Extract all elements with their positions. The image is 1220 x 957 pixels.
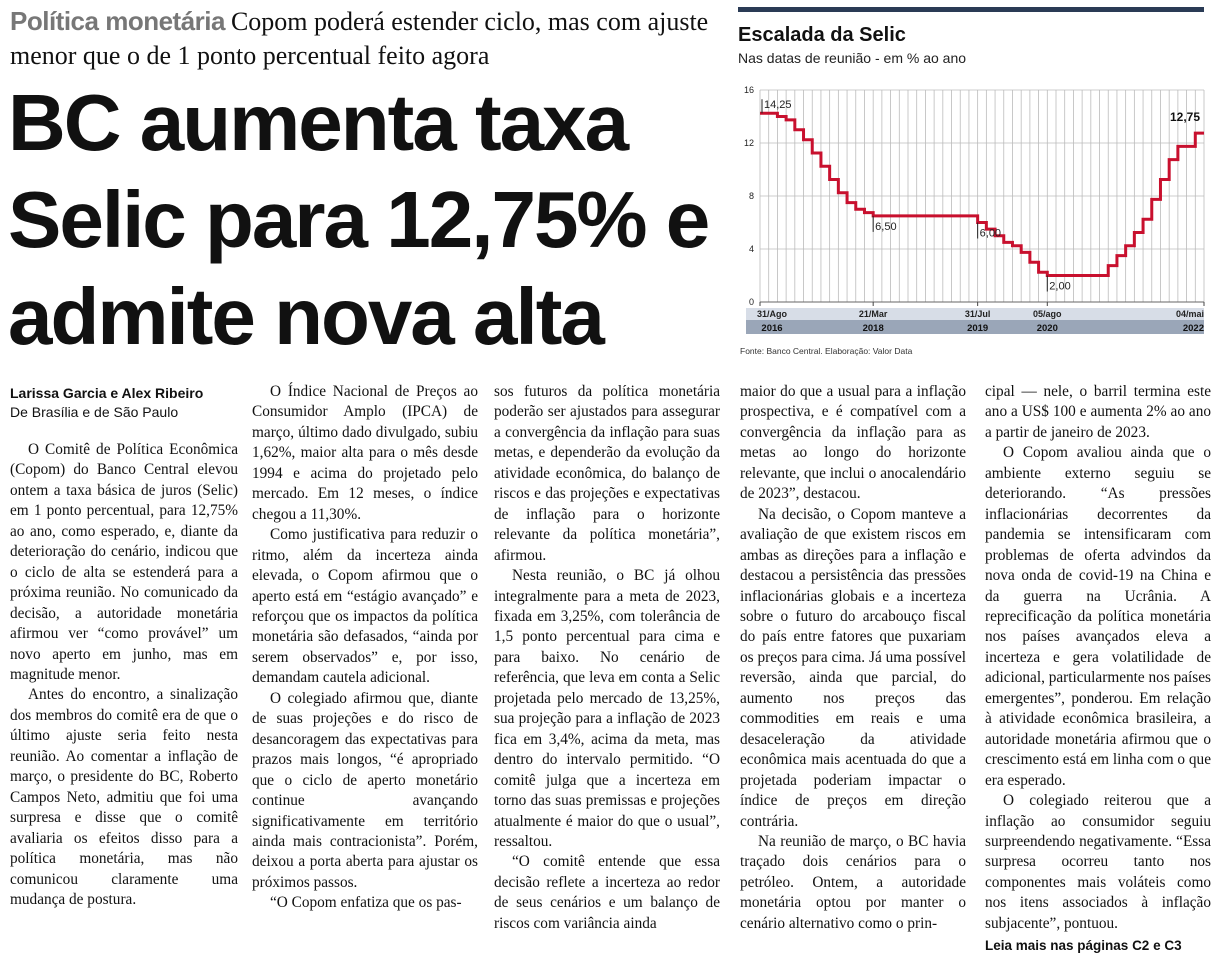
article-column-1	[10, 440, 238, 910]
y-tick-label: 8	[748, 191, 754, 201]
data-label: 2,00	[1049, 280, 1071, 293]
byline-authors: Larissa Garcia e Alex Ribeiro	[10, 385, 204, 401]
chart-title: Escalada da Selic	[738, 24, 906, 46]
x-year-label: 2022	[1182, 323, 1204, 334]
article-column-2	[252, 382, 478, 914]
section-kicker: Política monetária	[10, 6, 225, 36]
x-year-label: 2019	[967, 323, 989, 334]
kicker-line	[10, 4, 720, 73]
article-column-4	[740, 382, 966, 934]
chart-top-rule	[738, 7, 1204, 12]
paragraph: O Comitê de Política Econômica (Copom) do Banco Central elevou ontem a taxa básica de juros (Selic) em 1 ponto percentual, para 12,75% ao ano, como esperado, e, diante da deterioração do cenário, indicou que o ciclo de alta se estenderá para a próxima reunião. No comunicado da decisão, a autoridade monetária afirmou ver “como provável” um novo aperto em junho, mas em magnitude menor.	[10, 441, 238, 683]
x-date-label: 21/Mar	[858, 309, 888, 319]
paragraph: maior do que a usual para a inflação prospectiva, e é compatível com a convergência da inflação para as metas ao longo do horizonte relevante, que inclui o anocalendário de 2023”, destacou.	[740, 383, 966, 503]
data-label: 6,00	[979, 227, 1002, 240]
paragraph: “O comitê entende que essa decisão reflete a incerteza ao redor de seus cenários e um balanço de riscos com variância ainda	[494, 853, 720, 932]
x-date-label: 05/ago	[1033, 309, 1062, 319]
paragraph: cipal — nele, o barril termina este ano a US$ 100 e aumenta 2% ao ano a partir de janeiro de 2023.	[985, 383, 1211, 441]
x-date-label: 04/mai	[1175, 309, 1204, 319]
byline-location: De Brasília e de São Paulo	[10, 404, 179, 420]
paragraph: “O Copom enfatiza que os pas-	[270, 894, 462, 912]
x-year-label: 2018	[862, 323, 884, 334]
y-tick-label: 16	[743, 85, 754, 95]
paragraph: O colegiado afirmou que, diante de suas projeções e do risco de desancoragem das expectativas para prazos mais longos, “é apropriado que o ciclo de aperto monetário continue avançando significativamente em território ainda mais contracionista”. Porém, deixou a porta aberta para ajustar os próximos passos.	[252, 689, 478, 891]
paragraph: sos futuros da política monetária poderão ser ajustados para assegurar a convergência da inflação para suas metas, e dependerão da evolução da atividade econômica, do balanço de riscos e das projeções e expectativas de inflação para o horizonte relevante da política monetária”, afirmou.	[494, 383, 720, 564]
paragraph: O Copom avaliou ainda que o ambiente externo seguiu se deteriorando. “As pressões inflacionárias decorrentes da pandemia se intensificaram com problemas de oferta advindos da nova onda de covid-19 na China e da guerra na Ucrânia. A reprecificação da política monetária nos países avançados eleva a incerteza e gera volatilidade de adicional, particularmente nos países emergentes”, ponderou. Em relação à atividade econômica brasileira, a autoridade monetária afirmou que o crescimento está em linha com o que era esperado.	[985, 444, 1211, 789]
x-year-label: 2016	[761, 323, 783, 334]
chart-source: Fonte: Banco Central. Elaboração: Valor Data	[740, 346, 913, 356]
data-label: 6,50	[875, 220, 897, 233]
selic-chart	[738, 80, 1208, 344]
data-label: 14,25	[764, 99, 792, 112]
subtitle: Copom poderá estender ciclo, mas com ajuste menor que o de 1 ponto percentual feito agora	[10, 7, 709, 70]
x-date-label: 31/Ago	[756, 309, 788, 319]
read-more-link[interactable]: Leia mais nas páginas C2 e C3	[985, 938, 1182, 954]
data-label: 12,75	[1169, 110, 1200, 125]
y-tick-label: 0	[748, 297, 754, 307]
paragraph: Antes do encontro, a sinalização dos membros do comitê era de que o último ajuste seria feito nesta reunião. Ao comentar a inflação de março, o presidente do BC, Roberto Campos Neto, admitiu que foi uma surpresa e disse que o comitê avaliaria os efeitos disso para a política monetária, mas não comunicou claramente uma mudança de postura.	[10, 686, 238, 908]
y-tick-label: 4	[748, 244, 754, 254]
x-year-label: 2020	[1036, 323, 1058, 334]
y-tick-label: 12	[743, 138, 754, 148]
x-date-label: 31/Jul	[964, 309, 991, 319]
selic-series-line	[760, 113, 1204, 275]
paragraph: Na reunião de março, o BC havia traçado dois cenários para o petróleo. Ontem, a autoridade monetária optou por manter o cenário alternativo como o prin-	[740, 832, 966, 932]
paragraph: O colegiado reiterou que a inflação ao consumidor seguiu surpreendendo negativamente. “Essa surpresa ocorreu tanto nos componentes mais voláteis como nos itens associados à inflação subjacente”, pontuou.	[985, 792, 1211, 932]
paragraph: Na decisão, o Copom manteve a avaliação de que existem riscos em ambas as direções para a inflação e destacou a persistência das pressões inflacionárias globais e a incerteza sobre o futuro do arcabouço fiscal do país entre fatores que puxariam os preços para cima. Já uma possível reversão, ainda que parcial, do aumento nos preços das commodities em reais e uma desaceleração da atividade econômica mais acentuada do que a projetada poderiam impactar o índice de preços em direção contrária.	[740, 505, 966, 830]
paragraph: O Índice Nacional de Preços ao Consumidor Amplo (IPCA) de março, último dado divulgado, subiu 1,62%, maior alta para o mês desde 1994 e acima do projetado pelo mercado. Em 12 meses, o índice chegou a 11,30%.	[252, 383, 478, 523]
article-column-3	[494, 382, 720, 934]
chart-subtitle: Nas datas de reunião - em % ao ano	[738, 50, 967, 66]
paragraph: Nesta reunião, o BC já olhou integralmente para a meta de 2023, fixada em 3,25%, com tolerância de 1,5 ponto percentual para cima e para baixo. No cenário de referência, que leva em conta a Selic projetada pelo mercado de 13,25%, sua projeção para a inflação de 2023 fica em 3,4%, acima da meta, mas dentro do intervalo permitido. “O comitê julga que a incerteza em torno das suas premissas e projeções atualmente é maior do que o usual”, ressaltou.	[494, 567, 720, 850]
headline: BC aumenta taxa Selic para 12,75% e admite nova alta	[8, 78, 709, 361]
article-column-5	[985, 382, 1211, 957]
paragraph: Como justificativa para reduzir o ritmo, além da incerteza ainda elevada, o Copom afirmou que o aperto está em “estágio avançado” e reforçou que os impactos da política monetária são defasados, “ainda por serem observados” e, por isso, demandam cautela adicional.	[252, 526, 478, 687]
